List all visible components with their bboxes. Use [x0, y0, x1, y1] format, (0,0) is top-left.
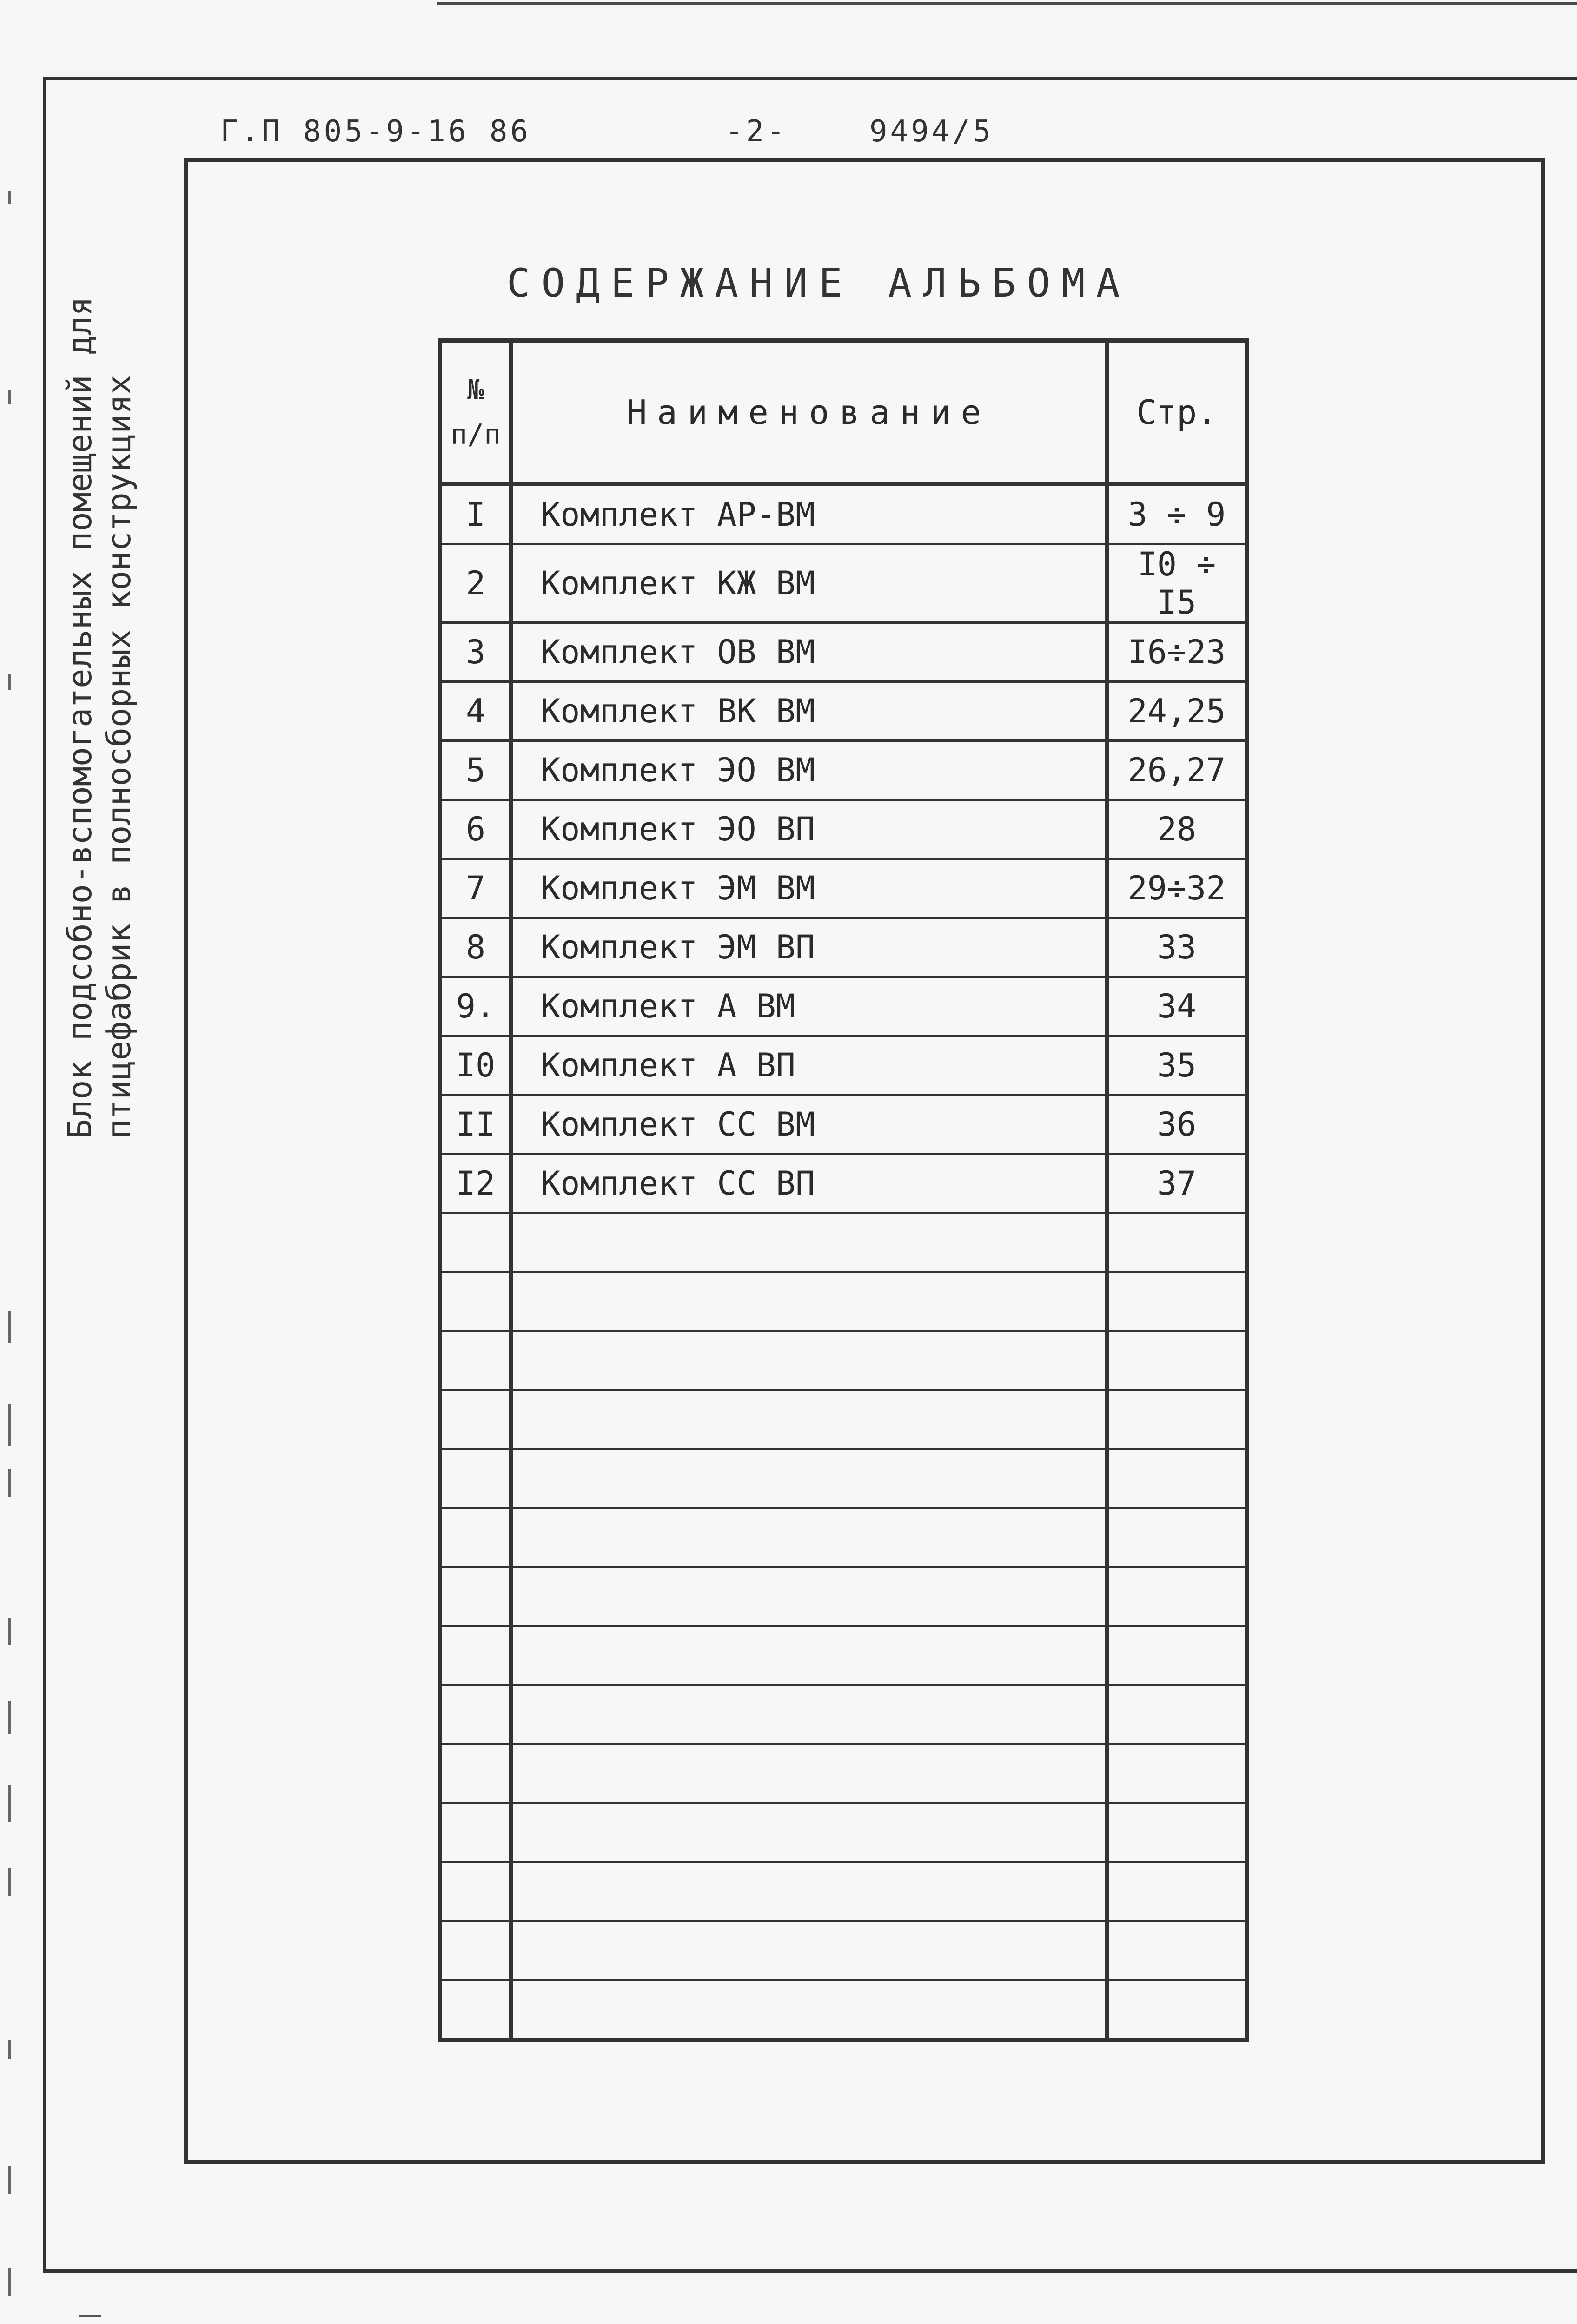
empty-cell [1107, 1449, 1247, 1508]
empty-cell [1107, 1921, 1247, 1981]
empty-row [440, 1508, 1247, 1567]
row-page: 37 [1107, 1154, 1247, 1213]
empty-cell [511, 1981, 1107, 2040]
row-num: 4 [440, 682, 511, 741]
row-page: 28 [1107, 800, 1247, 859]
row-page: 34 [1107, 977, 1247, 1036]
row-page: 35 [1107, 1036, 1247, 1095]
table-row [440, 544, 1247, 623]
empty-cell [440, 1803, 511, 1862]
row-name: Комплект СС ВП [511, 1154, 1107, 1213]
empty-cell [1107, 1862, 1247, 1921]
empty-cell [1107, 1744, 1247, 1803]
empty-row [440, 1567, 1247, 1626]
margin-tick [8, 1404, 11, 1446]
empty-cell [440, 1862, 511, 1921]
row-page: 29÷32 [1107, 859, 1247, 918]
empty-cell [511, 1449, 1107, 1508]
empty-cell [511, 1567, 1107, 1626]
table-row [440, 1154, 1247, 1213]
header-name: Наименование [511, 341, 1107, 484]
table-header-row [440, 341, 1247, 484]
row-name: Комплект ЭО ВП [511, 800, 1107, 859]
row-num: 9. [440, 977, 511, 1036]
row-name: Комплект А ВМ [511, 977, 1107, 1036]
row-name: Комплект ЭМ ВМ [511, 859, 1107, 918]
header-page: Стр. [1107, 341, 1247, 484]
margin-tick [8, 191, 11, 204]
row-num: 2 [440, 544, 511, 623]
empty-cell [511, 1862, 1107, 1921]
empty-cell [1107, 1803, 1247, 1862]
margin-tick [8, 2268, 11, 2296]
margin-tick [8, 1469, 11, 1497]
row-page: 26,27 [1107, 741, 1247, 800]
empty-row [440, 1449, 1247, 1508]
empty-cell [1107, 1981, 1247, 2040]
empty-cell [1107, 1508, 1247, 1567]
row-num: II [440, 1095, 511, 1154]
table-row [440, 682, 1247, 741]
row-page: 3 ÷ 9 [1107, 484, 1247, 544]
table-row [440, 623, 1247, 682]
empty-cell [511, 1626, 1107, 1685]
row-name: Комплект ЭО ВМ [511, 741, 1107, 800]
row-name: Комплект ОВ ВМ [511, 623, 1107, 682]
empty-row [440, 1213, 1247, 1272]
row-num: 6 [440, 800, 511, 859]
margin-tick [8, 1785, 11, 1822]
row-name: Комплект АР-ВМ [511, 484, 1107, 544]
table-row [440, 1095, 1247, 1154]
row-num: 7 [440, 859, 511, 918]
empty-cell [440, 1213, 511, 1272]
empty-cell [511, 1272, 1107, 1331]
header-num: № п/п [440, 341, 511, 484]
row-num: I0 [440, 1036, 511, 1095]
empty-cell [1107, 1567, 1247, 1626]
empty-cell [1107, 1213, 1247, 1272]
row-num: 3 [440, 623, 511, 682]
empty-cell [1107, 1272, 1247, 1331]
row-num: I [440, 484, 511, 544]
empty-cell [1107, 1685, 1247, 1744]
margin-tick [8, 1701, 11, 1734]
empty-row [440, 1921, 1247, 1981]
empty-row [440, 1803, 1247, 1862]
margin-tick [8, 1618, 11, 1645]
empty-row [440, 1862, 1247, 1921]
empty-row [440, 1744, 1247, 1803]
empty-cell [511, 1390, 1107, 1449]
empty-row [440, 1626, 1247, 1685]
row-page: I0 ÷ I5 [1107, 544, 1247, 623]
empty-cell [440, 1331, 511, 1390]
side-title-line-2: птицефабрик в полносборных конструкциях [100, 375, 138, 1139]
row-name: Комплект А ВП [511, 1036, 1107, 1095]
empty-cell [440, 1921, 511, 1981]
margin-tick [8, 2166, 11, 2194]
table-body [440, 484, 1247, 2040]
empty-cell [440, 1567, 511, 1626]
empty-cell [511, 1685, 1107, 1744]
row-num: I2 [440, 1154, 511, 1213]
empty-cell [440, 1626, 511, 1685]
margin-tick [8, 1311, 11, 1343]
margin-tick [8, 390, 11, 404]
table-row [440, 859, 1247, 918]
row-name: Комплект СС ВМ [511, 1095, 1107, 1154]
margin-tick [8, 1868, 11, 1896]
row-num: 5 [440, 741, 511, 800]
empty-cell [511, 1921, 1107, 1981]
empty-cell [440, 1390, 511, 1449]
empty-cell [511, 1213, 1107, 1272]
page-top-edge [437, 2, 1577, 5]
empty-cell [440, 1272, 511, 1331]
album-title: СОДЕРЖАНИЕ АЛЬБОМА [507, 260, 1131, 306]
empty-row [440, 1272, 1247, 1331]
document-code: Г.П 805-9-16 86 [220, 114, 531, 149]
margin-tick [8, 674, 11, 690]
side-title-line-1: Блок подсобно-вспомогательных помещений для [61, 296, 99, 1139]
row-page: 36 [1107, 1095, 1247, 1154]
row-name: Комплект ВК ВМ [511, 682, 1107, 741]
contents-table [438, 338, 1249, 2042]
empty-cell [1107, 1626, 1247, 1685]
empty-cell [511, 1803, 1107, 1862]
empty-cell [511, 1508, 1107, 1567]
table-row [440, 1036, 1247, 1095]
row-name: Комплект КЖ ВМ [511, 544, 1107, 623]
empty-row [440, 1331, 1247, 1390]
archive-number: 9494/5 [869, 114, 994, 149]
margin-tick [8, 2040, 11, 2059]
empty-cell [440, 1981, 511, 2040]
empty-cell [1107, 1331, 1247, 1390]
table-row [440, 484, 1247, 544]
empty-cell [440, 1744, 511, 1803]
table-row [440, 977, 1247, 1036]
empty-cell [511, 1331, 1107, 1390]
empty-cell [1107, 1390, 1247, 1449]
bottom-dash [79, 2315, 101, 2317]
empty-cell [440, 1449, 511, 1508]
page-number: -2- [725, 114, 788, 149]
empty-cell [440, 1685, 511, 1744]
row-num: 8 [440, 918, 511, 977]
table-row [440, 918, 1247, 977]
side-title [60, 297, 139, 1139]
empty-cell [511, 1744, 1107, 1803]
empty-row [440, 1981, 1247, 2040]
row-page: I6÷23 [1107, 623, 1247, 682]
empty-row [440, 1685, 1247, 1744]
table-row [440, 800, 1247, 859]
row-page: 24,25 [1107, 682, 1247, 741]
row-name: Комплект ЭМ ВП [511, 918, 1107, 977]
table-row [440, 741, 1247, 800]
empty-row [440, 1390, 1247, 1449]
empty-cell [440, 1508, 511, 1567]
row-page: 33 [1107, 918, 1247, 977]
